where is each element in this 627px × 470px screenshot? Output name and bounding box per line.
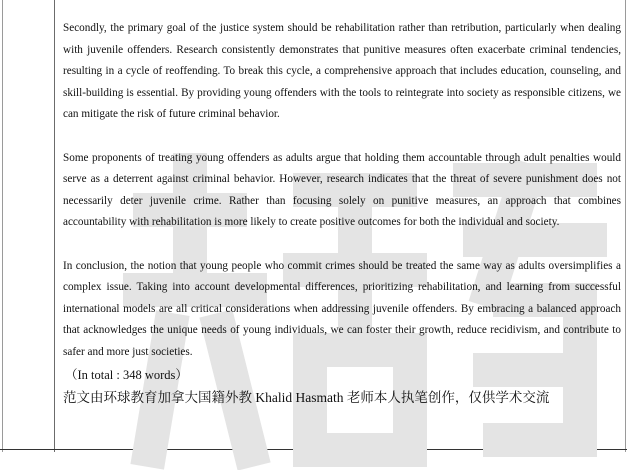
essay-body <box>63 18 621 410</box>
author-credit: 范文由环球教育加拿大国籍外教 Khalid Hasmath 老师本人执笔创作，仅供学术交流 <box>63 389 550 405</box>
bottom-border <box>0 449 627 450</box>
left-margin-column <box>0 0 55 452</box>
word-count: （In total : 348 words） <box>65 367 188 382</box>
right-border <box>625 0 626 452</box>
paragraph-2: Some proponents of treating young offenders as adults argue that holding them accountable through adult penalties would serve as a deterrent against criminal behavior. However, research indicates that the threat of severe punishment does not necessarily deter juvenile crime. Rather than focusing solely on punitive measures, an approach that combines accountability with rehabilitation is more likely to create positive outcomes for both the individual and society. <box>63 151 621 229</box>
paragraph-1: Secondly, the primary goal of the justice system should be rehabilitation rather than retribution, particularly when dealing with juvenile offenders. Research consistently demonstrates that punitive measures often exacerbate criminal tendencies, resulting in a cycle of reoffending. To break this cycle, a comprehensive approach that includes education, counseling, and skill-building is essential. By providing young offenders with the tools to reintegrate into society as responsible citizens, we can mitigate the risk of future criminal behavior. <box>63 22 621 121</box>
paragraph-3: In conclusion, the notion that young people who commit crimes should be treated the same way as adults oversimplifies a complex issue. Taking into account developmental differences, prioritizing rehabilitation, and learning from successful international models are all critical considerations when addressing juvenile offenders. By embracing a balanced approach that acknowledges the unique needs of young individuals, we can foster their growth, reduce recidivism, and contribute to safer and more just societies. <box>63 259 621 358</box>
